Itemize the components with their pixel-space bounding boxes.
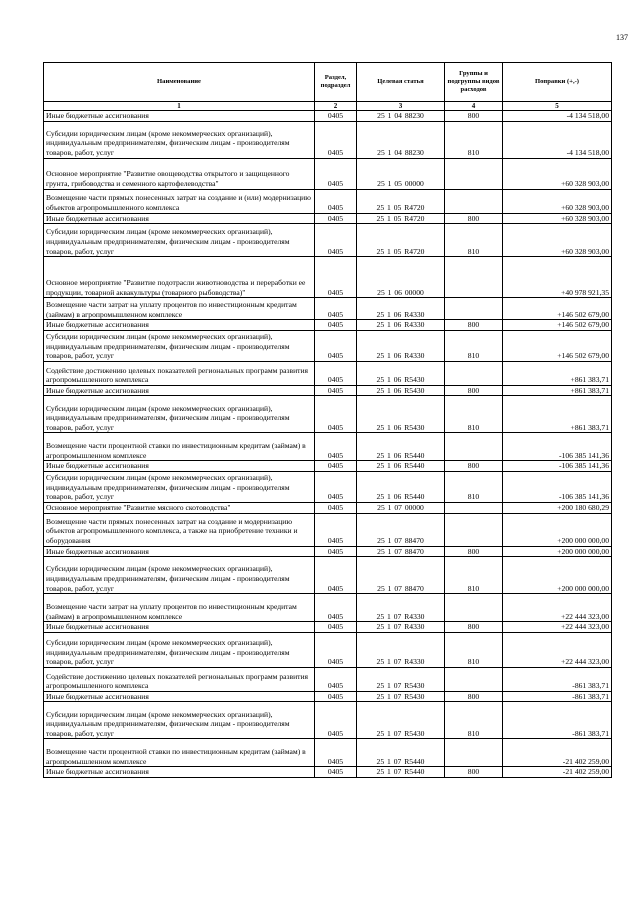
table-row [44, 702, 612, 739]
row-amount: -4 134 518,00 [503, 111, 612, 122]
row-amount: +60 328 903,00 [503, 158, 612, 189]
row-name: Субсидии юридическим лицам (кроме некоммерческих организаций), индивидуальным предпринимателям, физическим лицам - производителям товаров, работ, услуг [44, 396, 315, 433]
row-section: 0405 [315, 257, 357, 298]
row-amount: +22 444 323,00 [503, 622, 612, 633]
row-section: 0405 [315, 213, 357, 224]
row-article: 25 1 06 00000 [357, 257, 445, 298]
table-row [44, 224, 612, 257]
row-section: 0405 [315, 361, 357, 385]
table-row [44, 158, 612, 189]
row-name: Субсидии юридическим лицам (кроме некоммерческих организаций), индивидуальным предпринимателям, физическим лицам - производителям товаров, работ, услуг [44, 632, 315, 667]
row-group [445, 739, 503, 767]
row-group: 800 [445, 213, 503, 224]
row-name: Субсидии юридическим лицам (кроме некоммерческих организаций), индивидуальным предпринимателям, физическим лицам - производителям товаров, работ, услуг [44, 557, 315, 594]
row-section: 0405 [315, 330, 357, 361]
row-name: Иные бюджетные ассигнования [44, 320, 315, 331]
row-name: Возмещение части процентной ставки по инвестиционным кредитам (займам) в агропромышленном комплексе [44, 739, 315, 767]
column-number: 1 [44, 102, 315, 111]
row-section: 0405 [315, 546, 357, 557]
row-article: 25 1 07 R5430 [357, 667, 445, 691]
row-article: 25 1 04 88230 [357, 121, 445, 158]
row-section: 0405 [315, 396, 357, 433]
row-article: 25 1 06 R5440 [357, 471, 445, 502]
row-amount: -861 383,71 [503, 702, 612, 739]
row-article: 25 1 07 R4330 [357, 632, 445, 667]
row-group [445, 158, 503, 189]
row-name: Субсидии юридическим лицам (кроме некоммерческих организаций), индивидуальным предпринимателям, физическим лицам - производителям товаров, работ, услуг [44, 121, 315, 158]
row-name: Иные бюджетные ассигнования [44, 622, 315, 633]
row-article: 25 1 04 88230 [357, 111, 445, 122]
row-amount: +60 328 903,00 [503, 213, 612, 224]
row-section: 0405 [315, 767, 357, 778]
header-article: Целевая статья [357, 63, 445, 102]
table-row [44, 213, 612, 224]
row-group: 800 [445, 461, 503, 472]
row-group [445, 361, 503, 385]
row-name: Возмещение части прямых понесенных затрат на создание и (или) модернизацию объектов агропромышленного комплекса [44, 189, 315, 213]
row-group: 800 [445, 546, 503, 557]
row-group: 810 [445, 224, 503, 257]
table-row [44, 632, 612, 667]
row-amount: -21 402 259,00 [503, 739, 612, 767]
row-amount: +146 502 679,00 [503, 298, 612, 320]
row-name: Субсидии юридическим лицам (кроме некоммерческих организаций), индивидуальным предпринимателям, физическим лицам - производителям товаров, работ, услуг [44, 330, 315, 361]
row-group: 800 [445, 111, 503, 122]
row-group: 800 [445, 385, 503, 396]
row-name: Основное мероприятие "Развитие подотрасли животноводства и переработки ее продукции, товарной аквакультуры (товарного рыбоводства)" [44, 257, 315, 298]
row-amount: +861 383,71 [503, 361, 612, 385]
row-article: 25 1 07 R4330 [357, 594, 445, 622]
table-row [44, 502, 612, 513]
row-article: 25 1 06 R4330 [357, 330, 445, 361]
row-amount: +200 180 680,29 [503, 502, 612, 513]
row-article: 25 1 06 R4330 [357, 320, 445, 331]
row-amount: +861 383,71 [503, 385, 612, 396]
row-group: 800 [445, 767, 503, 778]
table-row [44, 320, 612, 331]
budget-amendments-table [43, 62, 612, 778]
row-amount: +200 000 000,00 [503, 546, 612, 557]
row-name: Содействие достижению целевых показателей региональных программ развития агропромышленного комплекса [44, 667, 315, 691]
header-row [44, 63, 612, 102]
row-group [445, 189, 503, 213]
row-group [445, 667, 503, 691]
row-article: 25 1 06 R5440 [357, 461, 445, 472]
table-row [44, 121, 612, 158]
row-group [445, 594, 503, 622]
row-name: Основное мероприятие "Развитие мясного скотоводства" [44, 502, 315, 513]
row-name: Возмещение части затрат на уплату процентов по инвестиционным кредитам (займам) в агропромышленном комплексе [44, 298, 315, 320]
row-group: 810 [445, 557, 503, 594]
row-section: 0405 [315, 433, 357, 461]
row-section: 0405 [315, 702, 357, 739]
column-number: 4 [445, 102, 503, 111]
column-number: 3 [357, 102, 445, 111]
row-name: Возмещение части затрат на уплату процентов по инвестиционным кредитам (займам) в агропромышленном комплексе [44, 594, 315, 622]
row-amount: -106 385 141,36 [503, 433, 612, 461]
table-row [44, 385, 612, 396]
table-row [44, 461, 612, 472]
row-article: 25 1 07 R4330 [357, 622, 445, 633]
row-article: 25 1 05 R4720 [357, 189, 445, 213]
row-name: Иные бюджетные ассигнования [44, 213, 315, 224]
row-name: Основное мероприятие "Развитие овощеводства открытого и защищенного грунта, грибоводства и семенного картофелеводства" [44, 158, 315, 189]
row-article: 25 1 06 R4330 [357, 298, 445, 320]
column-number-row [44, 102, 612, 111]
table-row [44, 396, 612, 433]
row-group: 810 [445, 330, 503, 361]
row-amount: -106 385 141,36 [503, 461, 612, 472]
row-article: 25 1 07 88470 [357, 546, 445, 557]
row-article: 25 1 07 R5430 [357, 691, 445, 702]
page-number: 137 [616, 33, 628, 42]
row-article: 25 1 05 00000 [357, 158, 445, 189]
row-amount: +40 978 921,35 [503, 257, 612, 298]
row-section: 0405 [315, 502, 357, 513]
row-article: 25 1 05 R4720 [357, 224, 445, 257]
row-group: 810 [445, 632, 503, 667]
column-number: 5 [503, 102, 612, 111]
table-row [44, 513, 612, 546]
row-name: Возмещение части прямых понесенных затрат на создание и модернизацию объектов агропромышленного комплекса, а также на приобретение техники и оборудования [44, 513, 315, 546]
row-section: 0405 [315, 594, 357, 622]
row-name: Возмещение части процентной ставки по инвестиционным кредитам (займам) в агропромышленном комплексе [44, 433, 315, 461]
row-section: 0405 [315, 385, 357, 396]
table-row [44, 361, 612, 385]
row-group: 810 [445, 702, 503, 739]
row-group: 800 [445, 320, 503, 331]
row-article: 25 1 06 R5440 [357, 433, 445, 461]
row-article: 25 1 07 00000 [357, 502, 445, 513]
row-article: 25 1 06 R5430 [357, 396, 445, 433]
row-article: 25 1 07 88470 [357, 557, 445, 594]
table-row [44, 471, 612, 502]
row-name: Субсидии юридическим лицам (кроме некоммерческих организаций), индивидуальным предпринимателям, физическим лицам - производителям товаров, работ, услуг [44, 702, 315, 739]
row-article: 25 1 07 R5440 [357, 767, 445, 778]
table-row [44, 257, 612, 298]
table-row [44, 739, 612, 767]
row-article: 25 1 07 R5430 [357, 702, 445, 739]
row-section: 0405 [315, 320, 357, 331]
row-section: 0405 [315, 739, 357, 767]
row-amount: +60 328 903,00 [503, 189, 612, 213]
header-group: Группы и подгруппы видов расходов [445, 63, 503, 102]
table-row [44, 189, 612, 213]
table-body [44, 111, 612, 778]
row-group: 810 [445, 471, 503, 502]
row-name: Иные бюджетные ассигнования [44, 385, 315, 396]
row-amount: -21 402 259,00 [503, 767, 612, 778]
header-name: Наименование [44, 63, 315, 102]
row-section: 0405 [315, 691, 357, 702]
header-section: Раздел, подраздел [315, 63, 357, 102]
row-amount: +200 000 000,00 [503, 557, 612, 594]
table-row [44, 594, 612, 622]
row-article: 25 1 06 R5430 [357, 385, 445, 396]
row-section: 0405 [315, 111, 357, 122]
row-name: Содействие достижению целевых показателей региональных программ развития агропромышленного комплекса [44, 361, 315, 385]
row-group [445, 298, 503, 320]
row-amount: +22 444 323,00 [503, 594, 612, 622]
row-amount: +60 328 903,00 [503, 224, 612, 257]
row-amount: -106 385 141,36 [503, 471, 612, 502]
table-row [44, 557, 612, 594]
row-article: 25 1 05 R4720 [357, 213, 445, 224]
row-amount: +861 383,71 [503, 396, 612, 433]
column-number: 2 [315, 102, 357, 111]
row-article: 25 1 06 R5430 [357, 361, 445, 385]
row-section: 0405 [315, 189, 357, 213]
row-name: Иные бюджетные ассигнования [44, 461, 315, 472]
row-group: 810 [445, 121, 503, 158]
row-section: 0405 [315, 298, 357, 320]
table-row [44, 298, 612, 320]
table-row [44, 546, 612, 557]
row-section: 0405 [315, 632, 357, 667]
row-section: 0405 [315, 513, 357, 546]
table-row [44, 111, 612, 122]
row-article: 25 1 07 88470 [357, 513, 445, 546]
row-section: 0405 [315, 667, 357, 691]
row-amount: +146 502 679,00 [503, 330, 612, 361]
table-row [44, 667, 612, 691]
row-group [445, 513, 503, 546]
table-row [44, 330, 612, 361]
row-section: 0405 [315, 461, 357, 472]
row-amount: +146 502 679,00 [503, 320, 612, 331]
table-row [44, 433, 612, 461]
row-name: Субсидии юридическим лицам (кроме некоммерческих организаций), индивидуальным предпринимателям, физическим лицам - производителям товаров, работ, услуг [44, 471, 315, 502]
table-row [44, 622, 612, 633]
row-name: Иные бюджетные ассигнования [44, 111, 315, 122]
row-section: 0405 [315, 224, 357, 257]
row-amount: -861 383,71 [503, 691, 612, 702]
row-article: 25 1 07 R5440 [357, 739, 445, 767]
row-group: 800 [445, 622, 503, 633]
row-name: Иные бюджетные ассигнования [44, 546, 315, 557]
row-section: 0405 [315, 622, 357, 633]
row-amount: +22 444 323,00 [503, 632, 612, 667]
table-row [44, 691, 612, 702]
row-group [445, 502, 503, 513]
header-amendments: Поправки (+,-) [503, 63, 612, 102]
row-amount: -4 134 518,00 [503, 121, 612, 158]
row-name: Иные бюджетные ассигнования [44, 767, 315, 778]
row-group: 810 [445, 396, 503, 433]
row-group: 800 [445, 691, 503, 702]
row-section: 0405 [315, 158, 357, 189]
row-section: 0405 [315, 121, 357, 158]
row-amount: -861 383,71 [503, 667, 612, 691]
row-name: Иные бюджетные ассигнования [44, 691, 315, 702]
row-group [445, 257, 503, 298]
row-group [445, 433, 503, 461]
row-name: Субсидии юридическим лицам (кроме некоммерческих организаций), индивидуальным предпринимателям, физическим лицам - производителям товаров, работ, услуг [44, 224, 315, 257]
row-section: 0405 [315, 471, 357, 502]
row-amount: +200 000 000,00 [503, 513, 612, 546]
row-section: 0405 [315, 557, 357, 594]
table-row [44, 767, 612, 778]
